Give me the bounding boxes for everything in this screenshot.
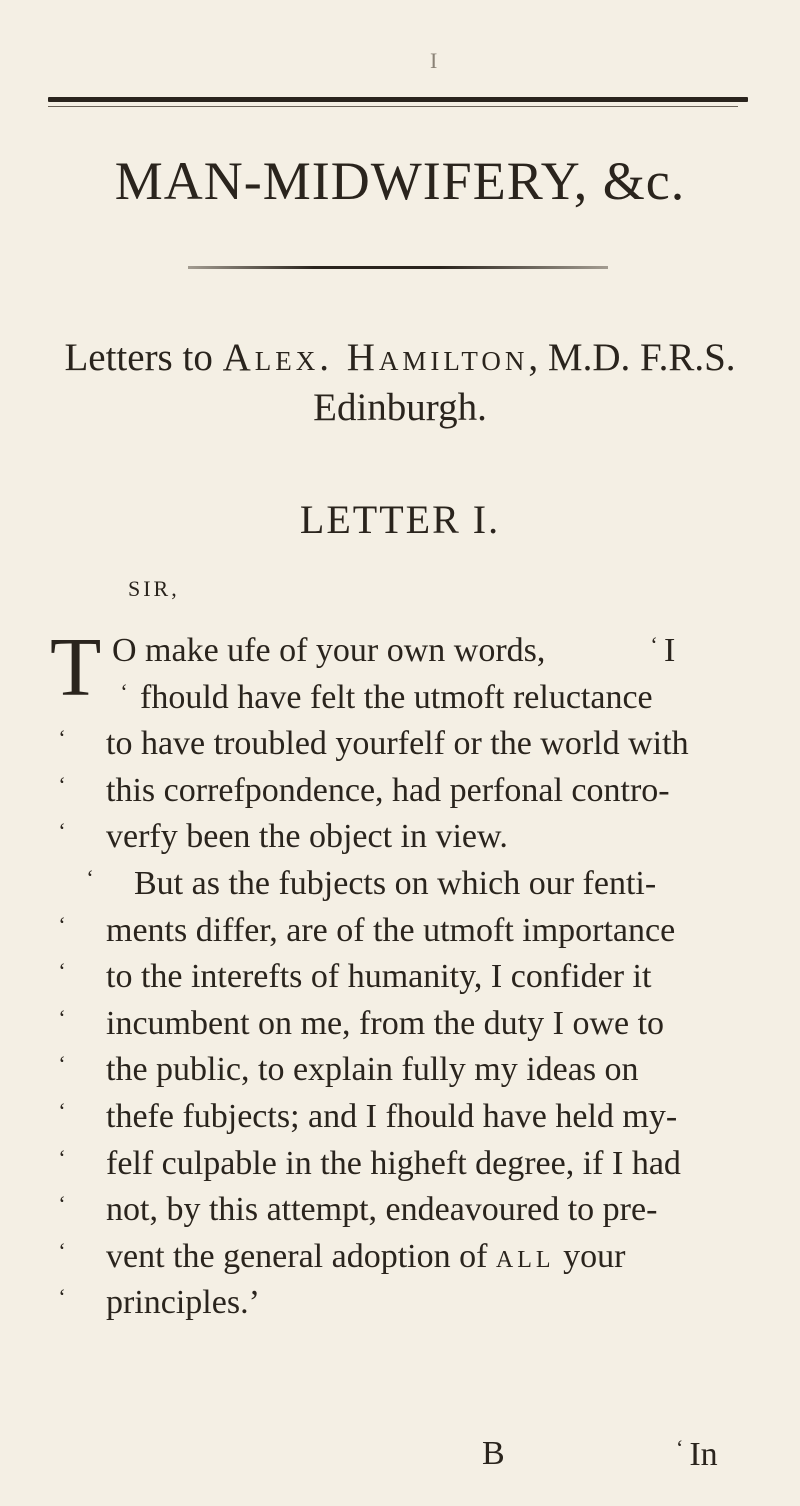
text-line bbox=[50, 1280, 770, 1327]
quote-mark: ‘ bbox=[650, 632, 658, 657]
line-text: not, by this attempt, endeavoured to pre- bbox=[106, 1191, 658, 1229]
text-line bbox=[50, 1001, 770, 1048]
top-rule bbox=[48, 97, 748, 102]
line-text: the public, to explain fully my ideas on bbox=[106, 1051, 639, 1089]
quote-mark: ‘ bbox=[58, 911, 66, 937]
title-rule bbox=[188, 266, 608, 269]
salutation: SIR, bbox=[128, 576, 180, 601]
address-block bbox=[0, 333, 800, 433]
text-line bbox=[50, 908, 770, 955]
line-text-pre: vent the general adoption of bbox=[106, 1237, 496, 1275]
quote-mark: ‘ bbox=[120, 678, 128, 704]
quote-mark: ‘ bbox=[58, 1097, 66, 1123]
body-text bbox=[50, 621, 770, 1327]
line-tail: I bbox=[664, 632, 676, 669]
address-prefix: Letters to bbox=[64, 336, 223, 379]
quote-mark: ‘ bbox=[58, 1237, 66, 1263]
text-line bbox=[50, 675, 770, 722]
text-line bbox=[50, 1234, 770, 1281]
catchword bbox=[676, 1435, 718, 1474]
line-text-post: your bbox=[554, 1237, 626, 1275]
text-line bbox=[50, 861, 770, 908]
line-text: O make ufe of your own words, bbox=[112, 632, 546, 669]
quote-mark: ‘ bbox=[676, 1435, 684, 1460]
line-text: fhould have felt the utmoft reluctance bbox=[140, 678, 653, 716]
line-text: thefe fubjects; and I fhould have held my- bbox=[106, 1097, 678, 1135]
line-text bbox=[106, 1234, 625, 1281]
quote-mark: ‘ bbox=[58, 1051, 66, 1077]
quote-mark: ‘ bbox=[58, 1144, 66, 1170]
text-line bbox=[50, 1047, 770, 1094]
quote-mark: ‘ bbox=[58, 725, 66, 751]
line-text: to have troubled yourfelf or the world with bbox=[106, 725, 689, 763]
line-text-smallcaps: all bbox=[495, 1237, 555, 1275]
text-line bbox=[50, 1187, 770, 1234]
text-line bbox=[50, 768, 770, 815]
quote-mark: ‘ bbox=[58, 818, 66, 844]
text-line bbox=[50, 954, 770, 1001]
letter-heading: LETTER I. bbox=[299, 497, 501, 542]
address-name: Alex. Hamilton bbox=[222, 336, 529, 379]
text-line bbox=[50, 721, 770, 768]
quote-mark: ‘ bbox=[58, 958, 66, 984]
address-line-2: Edinburgh. bbox=[313, 386, 487, 429]
folio-mark: I bbox=[430, 48, 438, 73]
line-text: this correfpondence, had perfonal contro- bbox=[106, 771, 670, 809]
drop-cap: T bbox=[50, 621, 102, 714]
address-line-1 bbox=[0, 333, 800, 383]
quote-mark: ‘ bbox=[58, 1004, 66, 1030]
quote-mark: ‘ bbox=[58, 1191, 66, 1217]
quote-mark: ‘ bbox=[58, 1284, 66, 1310]
line-text: verfy been the object in view. bbox=[106, 818, 508, 856]
page-footer bbox=[0, 1435, 800, 1485]
catchword-text: In bbox=[689, 1436, 718, 1473]
text-line bbox=[50, 814, 770, 861]
top-rule-thin bbox=[48, 106, 738, 107]
quote-mark: ‘ bbox=[58, 771, 66, 797]
line-text: ments differ, are of the utmoft importance bbox=[106, 911, 676, 949]
running-title: MAN-MIDWIFERY, &c. bbox=[114, 151, 686, 211]
line-text: principles.’ bbox=[106, 1284, 260, 1322]
line-text: But as the fubjects on which our fenti- bbox=[134, 864, 657, 902]
text-line bbox=[50, 1141, 770, 1188]
signature-mark: B bbox=[482, 1435, 505, 1472]
quote-mark: ‘ bbox=[86, 864, 94, 890]
text-line bbox=[50, 1094, 770, 1141]
line-text: to the interefts of humanity, I confider it bbox=[106, 958, 652, 996]
line-text: felf culpable in the higheft degree, if I had bbox=[106, 1144, 681, 1182]
line-text: incumbent on me, from the duty I owe to bbox=[106, 1004, 665, 1042]
address-suffix: , M.D. F.R.S. bbox=[528, 336, 736, 379]
